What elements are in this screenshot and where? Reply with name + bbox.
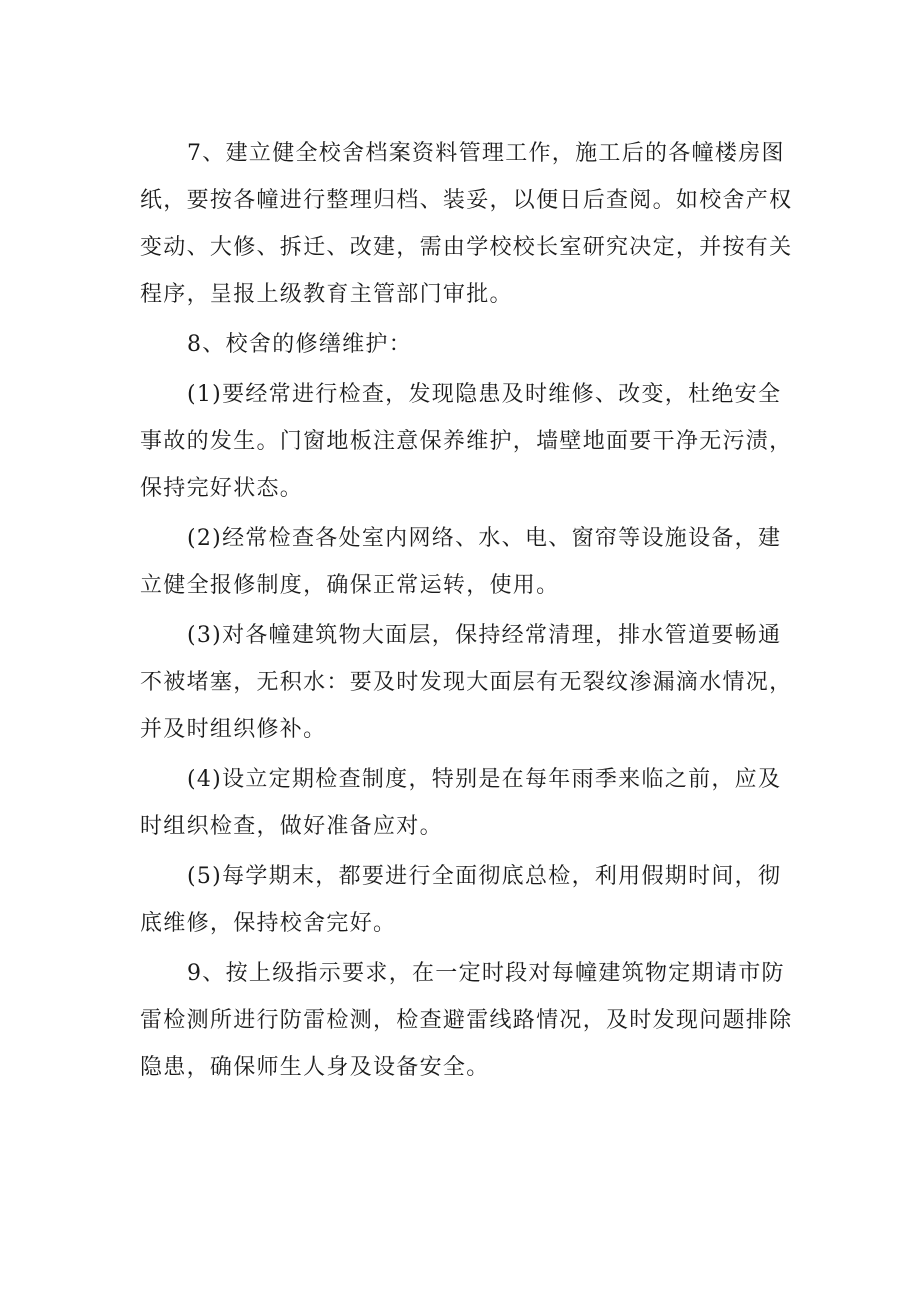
paragraph-line: 变动、大修、拆迁、改建，需由学校校长室研究决定，并按有关 bbox=[140, 235, 793, 260]
paragraph-line: (5)每学期末，都要进行全面彻底总检，利用假期时间，彻 bbox=[187, 864, 782, 889]
paragraph-line: 7、建立健全校舍档案资料管理工作，施工后的各幢楼房图 bbox=[187, 141, 785, 166]
paragraph-line: 底维修，保持校舍完好。 bbox=[140, 911, 397, 936]
paragraph-line: 不被堵塞，无积水：要及时发现大面层有无裂纹渗漏滴水情况， bbox=[140, 670, 793, 695]
paragraph-line: 时组织检查，做好准备应对。 bbox=[140, 814, 443, 839]
paragraph-line: 8、校舍的修缮维护： bbox=[187, 332, 412, 357]
document-body bbox=[140, 130, 793, 1091]
paragraph-line: 程序，呈报上级教育主管部门审批。 bbox=[140, 282, 513, 307]
paragraph-item-8-1 bbox=[140, 371, 793, 512]
paragraph-line: 纸，要按各幢进行整理归档、装妥，以便日后查阅。如校舍产权 bbox=[140, 188, 793, 213]
paragraph-item-8-5 bbox=[140, 853, 790, 947]
paragraph-item-8-4 bbox=[140, 756, 790, 850]
paragraph-item-9 bbox=[140, 950, 793, 1091]
paragraph-item-8-3 bbox=[140, 612, 793, 753]
paragraph-item-8 bbox=[140, 321, 790, 368]
paragraph-line: (2)经常检查各处室内网络、水、电、窗帘等设施设备，建 bbox=[187, 526, 782, 551]
paragraph-line: (1)要经常进行检查，发现隐患及时维修、改变，杜绝安全 bbox=[187, 382, 782, 407]
paragraph-line: 雷检测所进行防雷检测，检查避雷线路情况，及时发现问题排除 bbox=[140, 1008, 793, 1033]
paragraph-line: 9、按上级指示要求，在一定时段对每幢建筑物定期请市防 bbox=[187, 961, 785, 986]
paragraph-item-7 bbox=[140, 130, 793, 318]
paragraph-line: 并及时组织修补。 bbox=[140, 717, 327, 742]
paragraph-item-8-2 bbox=[140, 515, 790, 609]
paragraph-line: 隐患，确保师生人身及设备安全。 bbox=[140, 1055, 490, 1080]
paragraph-line: 事故的发生。门窗地板注意保养维护，墙壁地面要干净无污渍， bbox=[140, 429, 793, 454]
paragraph-line: (4)设立定期检查制度，特别是在每年雨季来临之前，应及 bbox=[187, 767, 782, 792]
paragraph-line: 保持完好状态。 bbox=[140, 476, 304, 501]
paragraph-line: (3)对各幢建筑物大面层，保持经常清理，排水管道要畅通 bbox=[187, 623, 782, 648]
paragraph-line: 立健全报修制度，确保正常运转，使用。 bbox=[140, 573, 560, 598]
